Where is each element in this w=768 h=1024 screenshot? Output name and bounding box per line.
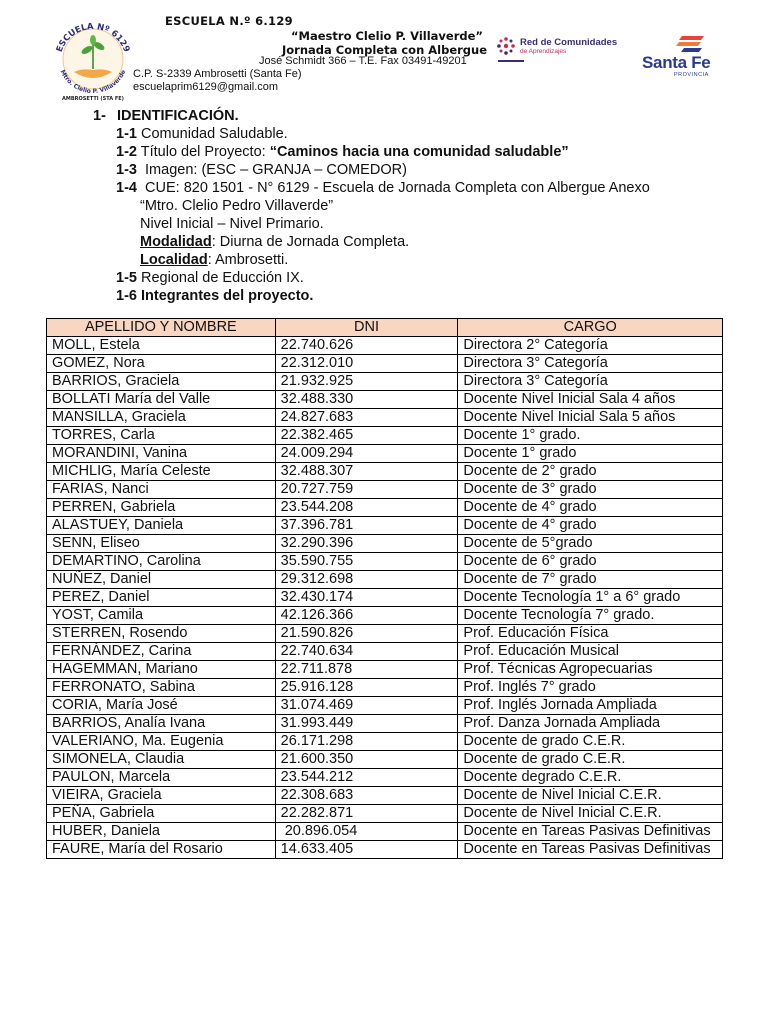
table-row bbox=[47, 535, 723, 553]
localidad-label: Localidad bbox=[140, 252, 208, 268]
cell-dni: 22.711.878 bbox=[275, 661, 458, 679]
school-title: ESCUELA N.º 6.129 bbox=[165, 14, 293, 28]
table-row bbox=[47, 499, 723, 517]
cell-dni: 32.488.330 bbox=[275, 391, 458, 409]
school-logo bbox=[52, 14, 134, 104]
cell-dni: 22.382.465 bbox=[275, 427, 458, 445]
item-1-4-modalidad bbox=[140, 234, 409, 250]
cell-cargo: Docente Nivel Inicial Sala 5 años bbox=[458, 409, 723, 427]
table-row bbox=[47, 823, 723, 841]
cell-dni: 14.633.405 bbox=[275, 841, 458, 859]
table-row bbox=[47, 787, 723, 805]
logo-text-bottom: Mtro. Clelio P. Villaverde bbox=[58, 68, 128, 96]
table-row bbox=[47, 571, 723, 589]
section-title: IDENTIFICACIÓN. bbox=[117, 108, 239, 124]
cell-name: BARRIOS, Graciela bbox=[47, 373, 276, 391]
table-row bbox=[47, 373, 723, 391]
table-row bbox=[47, 391, 723, 409]
school-motto bbox=[282, 29, 492, 57]
cell-name: PAULON, Marcela bbox=[47, 769, 276, 787]
cell-cargo: Docente de 4° grado bbox=[458, 499, 723, 517]
item-1-5-text: Regional de Educción IX. bbox=[141, 270, 304, 286]
cell-cargo: Docente de Nivel Inicial C.E.R. bbox=[458, 787, 723, 805]
table-row bbox=[47, 661, 723, 679]
cell-name: FERRONATO, Sabina bbox=[47, 679, 276, 697]
cell-cargo: Prof. Inglés Jornada Ampliada bbox=[458, 697, 723, 715]
red-network-icon bbox=[496, 36, 516, 56]
item-1-2-num: 1-2 bbox=[116, 144, 137, 160]
cell-name: PEREZ, Daniel bbox=[47, 589, 276, 607]
cell-dni: 32.430.174 bbox=[275, 589, 458, 607]
cell-cargo: Directora 3° Categoría bbox=[458, 355, 723, 373]
cell-cargo: Docente Tecnología 1° a 6° grado bbox=[458, 589, 723, 607]
table-header-row bbox=[47, 319, 723, 337]
staff-table bbox=[46, 318, 723, 859]
table-row bbox=[47, 841, 723, 859]
school-address: José Schmidt 366 – T.E. Fax 03491-49201 bbox=[259, 55, 467, 67]
red-comunidades-logo bbox=[496, 33, 626, 67]
table-row bbox=[47, 445, 723, 463]
table-row bbox=[47, 409, 723, 427]
item-1-5 bbox=[116, 270, 304, 286]
item-1-2 bbox=[116, 144, 569, 160]
cell-cargo: Prof. Técnicas Agropecuarias bbox=[458, 661, 723, 679]
cell-cargo: Prof. Inglés 7° grado bbox=[458, 679, 723, 697]
cell-dni: 22.312.010 bbox=[275, 355, 458, 373]
cell-cargo: Docente en Tareas Pasivas Definitivas bbox=[458, 841, 723, 859]
cell-cargo: Docente de 2° grado bbox=[458, 463, 723, 481]
cell-cargo: Docente de 4° grado bbox=[458, 517, 723, 535]
cell-cargo: Docente de 3° grado bbox=[458, 481, 723, 499]
cell-dni: 22.282.871 bbox=[275, 805, 458, 823]
logo-text-footer: AMBROSETTI (STA FE) bbox=[62, 96, 124, 102]
cell-name: MICHLIG, María Celeste bbox=[47, 463, 276, 481]
school-email: escuelaprim6129@gmail.com bbox=[133, 81, 279, 93]
cell-name: MOLL, Estela bbox=[47, 337, 276, 355]
cell-name: FERNÁNDEZ, Carina bbox=[47, 643, 276, 661]
table-row bbox=[47, 481, 723, 499]
table-row bbox=[47, 517, 723, 535]
cell-cargo: Directora 2° Categoría bbox=[458, 337, 723, 355]
header-dni: DNI bbox=[275, 319, 458, 337]
table-row bbox=[47, 337, 723, 355]
cell-name: PEÑA, Gabriela bbox=[47, 805, 276, 823]
cell-name: VIEIRA, Graciela bbox=[47, 787, 276, 805]
cell-name: FARIAS, Nanci bbox=[47, 481, 276, 499]
item-1-6-text: Integrantes del proyecto. bbox=[141, 288, 314, 304]
cell-dni: 31.993.449 bbox=[275, 715, 458, 733]
item-1-1-text: Comunidad Saludable. bbox=[141, 126, 288, 142]
table-row bbox=[47, 355, 723, 373]
cell-name: HAGEMMAN, Mariano bbox=[47, 661, 276, 679]
santa-fe-name: Santa Fe bbox=[642, 53, 711, 72]
cell-name: DEMARTINO, Carolina bbox=[47, 553, 276, 571]
cell-name: MORANDINI, Vanina bbox=[47, 445, 276, 463]
cell-cargo: Docente degrado C.E.R. bbox=[458, 769, 723, 787]
localidad-value: : Ambrosetti. bbox=[207, 252, 289, 268]
logo-text-top: ESCUELA Nº 6129 bbox=[54, 21, 132, 54]
table-row bbox=[47, 805, 723, 823]
cell-dni: 22.740.626 bbox=[275, 337, 458, 355]
cell-dni: 32.488.307 bbox=[275, 463, 458, 481]
cell-dni: 20.896.054 bbox=[275, 823, 458, 841]
cell-cargo: Docente 1° grado bbox=[458, 445, 723, 463]
cell-name: BOLLATI María del Valle bbox=[47, 391, 276, 409]
cell-cargo: Docente de 6° grado bbox=[458, 553, 723, 571]
cell-cargo: Docente de grado C.E.R. bbox=[458, 733, 723, 751]
cell-dni: 32.290.396 bbox=[275, 535, 458, 553]
cell-dni: 21.600.350 bbox=[275, 751, 458, 769]
item-1-2-label: Título del Proyecto: bbox=[140, 144, 266, 160]
cell-name: YOST, Camila bbox=[47, 607, 276, 625]
cell-cargo: Docente de Nivel Inicial C.E.R. bbox=[458, 805, 723, 823]
school-postal: C.P. S-2339 Ambrosetti (Santa Fe) bbox=[133, 68, 302, 80]
cell-cargo: Prof. Educación Musical bbox=[458, 643, 723, 661]
item-1-5-num: 1-5 bbox=[116, 270, 137, 286]
table-row bbox=[47, 769, 723, 787]
cell-cargo: Docente en Tareas Pasivas Definitivas bbox=[458, 823, 723, 841]
cell-name: HUBER, Daniela bbox=[47, 823, 276, 841]
cell-name: SIMONELA, Claudia bbox=[47, 751, 276, 769]
cell-dni: 31.074.469 bbox=[275, 697, 458, 715]
cell-name: ALASTUEY, Daniela bbox=[47, 517, 276, 535]
cell-dni: 35.590.755 bbox=[275, 553, 458, 571]
table-row bbox=[47, 715, 723, 733]
item-1-4 bbox=[116, 180, 650, 196]
cell-cargo: Prof. Danza Jornada Ampliada bbox=[458, 715, 723, 733]
item-1-3-num: 1-3 bbox=[116, 162, 137, 178]
header-name: APELLIDO Y NOMBRE bbox=[47, 319, 276, 337]
item-1-4-text: CUE: 820 1501 - N° 6129 - Escuela de Jornada Completa con Albergue Anexo bbox=[145, 180, 650, 196]
cell-cargo: Docente de 7° grado bbox=[458, 571, 723, 589]
item-1-4-line-3: Nivel Inicial – Nivel Primario. bbox=[140, 216, 324, 232]
table-row bbox=[47, 679, 723, 697]
table-row bbox=[47, 733, 723, 751]
item-1-3 bbox=[116, 162, 407, 178]
santa-fe-sub: PROVINCIA bbox=[674, 72, 709, 78]
item-1-4-localidad bbox=[140, 252, 288, 268]
modalidad-value: : Diurna de Jornada Completa. bbox=[211, 234, 410, 250]
cell-dni: 29.312.698 bbox=[275, 571, 458, 589]
cell-dni: 23.544.212 bbox=[275, 769, 458, 787]
cell-dni: 24.827.683 bbox=[275, 409, 458, 427]
header-cargo: CARGO bbox=[458, 319, 723, 337]
table-row bbox=[47, 697, 723, 715]
cell-name: BARRIOS, Analía Ivana bbox=[47, 715, 276, 733]
cell-name: NUÑEZ, Daniel bbox=[47, 571, 276, 589]
project-title: “Caminos hacia una comunidad saludable” bbox=[269, 144, 569, 160]
cell-dni: 42.126.366 bbox=[275, 607, 458, 625]
cell-name: FAURE, María del Rosario bbox=[47, 841, 276, 859]
item-1-1-num: 1-1 bbox=[116, 126, 137, 142]
motto-line-1: “Maestro Clelio P. Villaverde” bbox=[291, 29, 483, 43]
table-row bbox=[47, 607, 723, 625]
school-logo-icon bbox=[52, 14, 134, 104]
table-row bbox=[47, 589, 723, 607]
item-1-3-text: Imagen: (ESC – GRANJA – COMEDOR) bbox=[145, 162, 407, 178]
cell-cargo: Docente Nivel Inicial Sala 4 años bbox=[458, 391, 723, 409]
cell-dni: 25.916.128 bbox=[275, 679, 458, 697]
red-logo-line-1: Red de Comunidades bbox=[520, 37, 618, 48]
item-1-1 bbox=[116, 126, 288, 142]
item-1-6-num: 1-6 bbox=[116, 288, 137, 304]
table-row bbox=[47, 463, 723, 481]
cell-name: SENN, Eliseo bbox=[47, 535, 276, 553]
cell-name: VALERIANO, Ma. Eugenia bbox=[47, 733, 276, 751]
red-logo-line-2: de Aprendizajes bbox=[520, 48, 567, 55]
cell-dni: 21.932.925 bbox=[275, 373, 458, 391]
cell-dni: 23.544.208 bbox=[275, 499, 458, 517]
cell-name: PERREN, Gabriela bbox=[47, 499, 276, 517]
cell-dni: 22.308.683 bbox=[275, 787, 458, 805]
table-row bbox=[47, 553, 723, 571]
cell-cargo: Docente 1° grado. bbox=[458, 427, 723, 445]
table-row bbox=[47, 427, 723, 445]
cell-name: STERREN, Rosendo bbox=[47, 625, 276, 643]
cell-name: GOMEZ, Nora bbox=[47, 355, 276, 373]
cell-dni: 37.396.781 bbox=[275, 517, 458, 535]
santa-fe-logo bbox=[638, 30, 748, 82]
table-row bbox=[47, 625, 723, 643]
cell-cargo: Docente de grado C.E.R. bbox=[458, 751, 723, 769]
item-1-4-num: 1-4 bbox=[116, 180, 137, 196]
motto-line-2: Jornada Completa con Albergue bbox=[282, 43, 488, 57]
cell-dni: 26.171.298 bbox=[275, 733, 458, 751]
modalidad-label: Modalidad bbox=[140, 234, 212, 250]
staff-table-body bbox=[47, 337, 723, 859]
cell-cargo: Prof. Educación Física bbox=[458, 625, 723, 643]
table-row bbox=[47, 751, 723, 769]
section-heading bbox=[93, 108, 239, 124]
cell-cargo: Docente de 5°grado bbox=[458, 535, 723, 553]
item-1-4-line-2: “Mtro. Clelio Pedro Villaverde” bbox=[140, 198, 334, 214]
red-logo-underline bbox=[498, 60, 524, 62]
table-row bbox=[47, 643, 723, 661]
item-1-6 bbox=[116, 288, 313, 304]
cell-name: CORIA, María José bbox=[47, 697, 276, 715]
cell-cargo: Directora 3° Categoría bbox=[458, 373, 723, 391]
cell-dni: 20.727.759 bbox=[275, 481, 458, 499]
cell-cargo: Docente Tecnología 7° grado. bbox=[458, 607, 723, 625]
cell-name: MANSILLA, Graciela bbox=[47, 409, 276, 427]
cell-dni: 22.740.634 bbox=[275, 643, 458, 661]
cell-dni: 24.009.294 bbox=[275, 445, 458, 463]
section-number: 1- bbox=[93, 108, 106, 124]
cell-dni: 21.590.826 bbox=[275, 625, 458, 643]
cell-name: TORRES, Carla bbox=[47, 427, 276, 445]
